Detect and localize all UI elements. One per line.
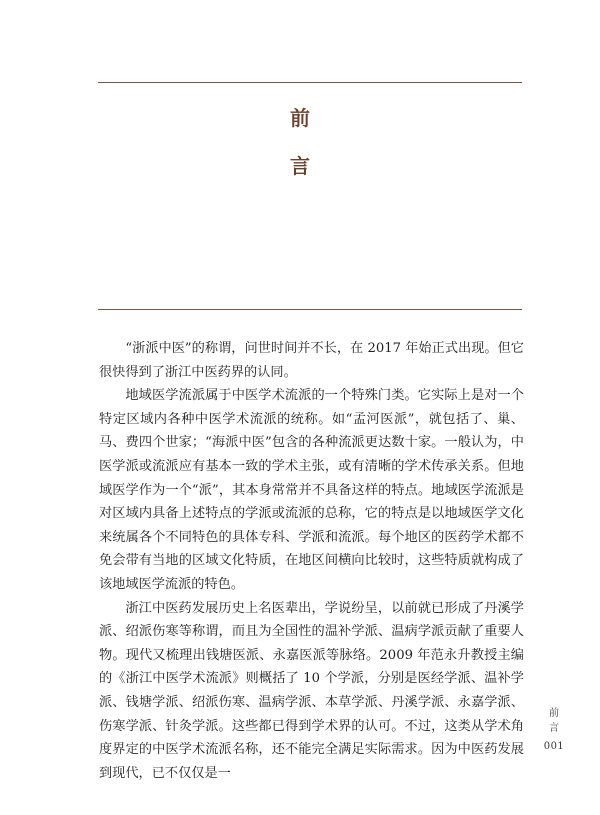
paragraph-2: 地域医学流派属于中医学术流派的一个特殊门类。它实际上是对一个特定区域内各种中医学术流派的统称。如“孟河医派”，就包括了、巢、马、费四个世家；“海派中医”包含的各种流派更达数十家。一般认为，中医学派或流派应有基本一致的学术主张，或有清晰的学术传承关系。但地域医学作为一个“派”，其本身常常并不具备这样的特点。地域医学流派是对区域内具备上述特点的学派或流派的总称，它的特点是以地域医学文化来统属各个不同特色的具体专科、学派和流派。每个地区的医药学术都不免会带有当地的区域文化特质，在地区间横向比较时，这些特质就构成了该地域医学流派的特色。: [99, 388, 524, 592]
page-title-char-2: 言: [290, 154, 310, 178]
page-title-char-1: 前: [290, 106, 310, 130]
paragraph-1: “浙派中医”的称谓，问世时间并不长，在 2017 年始正式出现。但它很快得到了浙江中医药界的认同。: [99, 341, 524, 380]
running-section-label-char-1: 前: [549, 708, 559, 719]
paragraph-3: 浙江中医药发展历史上名医辈出，学说纷呈，以前就已形成了丹溪学派、绍派伤寒等称谓，而且为全国性的温补学派、温病学派贡献了重要人物。现代又梳理出钱塘医派、永嘉医派等脉络。2009 年范永升教授主编的《浙江中医学术流派》则概括了 10 个学派，分别是医经学派、温补学派、钱塘学派、绍派伤寒、温病学派、本草学派、丹溪学派、永嘉学派、伤寒学派、针灸学派。这些都已得到学术界的认可。不过，这类从学术角度界定的中医学术流派名称，还不能完全满足实际需求。因为中医药发展到现代，已不仅仅是一: [99, 600, 524, 781]
header-bottom-rule: [98, 309, 522, 310]
page-number: 001: [543, 741, 565, 752]
running-section-label-char-2: 言: [549, 723, 559, 734]
header-top-rule: [98, 82, 522, 83]
body-text: [99, 337, 524, 785]
